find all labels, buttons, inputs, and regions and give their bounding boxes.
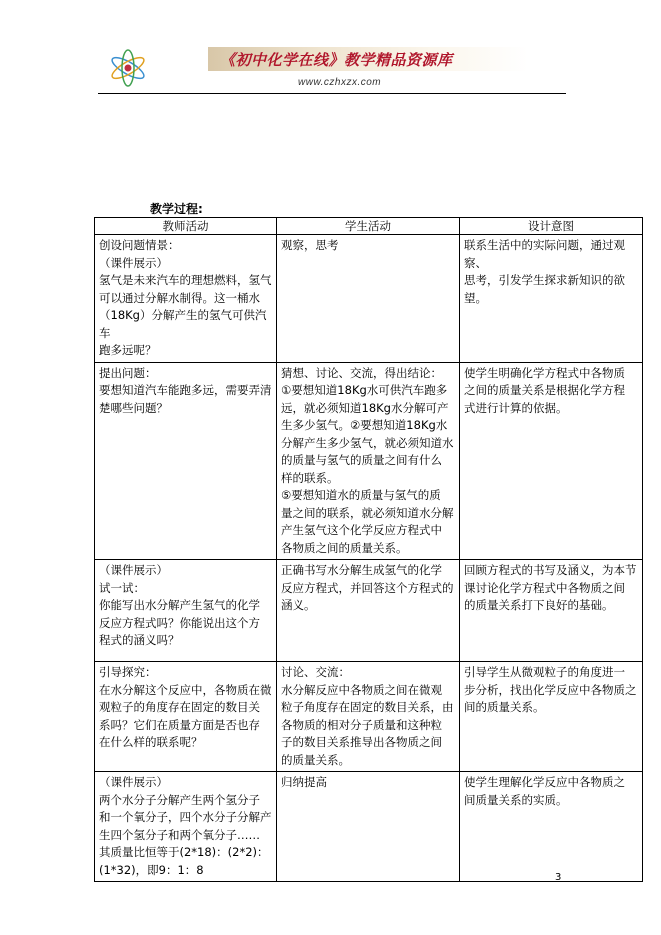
cell-line: 生多少氢气。②要想知道18Kg水: [281, 418, 448, 432]
cell-line: （18Kg）分解产生的氢气可供汽车: [99, 308, 267, 340]
intent-cell: [460, 772, 643, 882]
cell-line: 样的联系。: [281, 470, 339, 485]
student-cell: [277, 362, 460, 560]
student-cell: [277, 235, 460, 363]
cell-line: 粒子角度存在固定的数目关系，由: [281, 700, 454, 714]
intent-cell: [460, 235, 643, 363]
page-header: [98, 40, 566, 95]
cell-line: 的质量关系。: [281, 752, 350, 767]
cell-line: 跑多远呢？: [99, 343, 157, 357]
table-row: [95, 235, 643, 363]
cell-line: 间的质量关系。: [464, 700, 545, 714]
cell-line: （课件展示）: [99, 563, 168, 577]
table-header-row: [95, 218, 643, 235]
cell-line: 其质量比恒等于(2*18)：(2*2)：: [99, 845, 269, 859]
table-row: [95, 662, 643, 772]
header-title: 《初中化学在线》教学精品资源库: [220, 51, 453, 69]
cell-line: 子的数目关系推导出各物质之间: [281, 735, 442, 749]
cell-line: 在水分解这个反应中，各物质在微: [99, 682, 272, 697]
cell-line: 反应方程式，并回答这个方程式的: [281, 580, 454, 595]
cell-line: 使学生明确化学方程式中各物质: [464, 365, 625, 380]
teacher-cell: [95, 362, 277, 560]
cell-line: 使学生理解化学反应中各物质之: [464, 775, 625, 789]
header-teacher: 教师活动: [95, 218, 277, 235]
section-label: 教学过程:: [150, 202, 203, 216]
cell-line: （课件展示）: [99, 775, 168, 789]
header-url: www.czhxzx.com: [298, 77, 382, 88]
cell-line: 引导学生从微观粒子的角度进一: [464, 665, 625, 679]
student-cell: [277, 560, 460, 662]
cell-line: 思考，引发学生探求新知识的欲望。: [464, 273, 625, 305]
teacher-cell: [95, 235, 277, 363]
cell-line: 猜想、讨论、交流，得出结论：: [281, 365, 442, 380]
table-row: [95, 560, 643, 662]
cell-line: 之间的质量关系是根据化学方程: [464, 383, 625, 397]
cell-line: 提出问题：: [99, 365, 157, 380]
cell-line: 楚哪些问题？: [99, 400, 168, 415]
atom-orbit-logo-icon: [106, 48, 150, 88]
cell-line: ①要想知道18Kg水可供汽车跑多: [281, 383, 448, 397]
cell-line: 观粒子的角度存在固定的数目关: [99, 700, 260, 714]
cell-line: 试一试：: [99, 580, 145, 595]
intent-cell: [460, 362, 643, 560]
header-intent: 设计意图: [460, 218, 643, 235]
cell-line: 分解产生多少氢气，就必须知道水: [281, 435, 454, 450]
header-rule: [98, 93, 566, 94]
intent-cell: [460, 662, 643, 772]
cell-line: 两个水分子分解产生两个氢分子: [99, 792, 260, 807]
cell-line: 回顾方程式的书写及涵义，为本节: [464, 563, 637, 577]
cell-line: 的质量关系打下良好的基础。: [464, 598, 614, 612]
cell-line: （课件展示）: [99, 255, 168, 270]
table-row: [95, 362, 643, 560]
cell-line: 量之间的联系，就必须知道水分解: [281, 505, 454, 520]
cell-line: 间质量关系的实质。: [464, 792, 568, 807]
cell-line: 要想知道汽车能跑多远，需要弄清: [99, 383, 272, 397]
teacher-cell: [95, 662, 277, 772]
cell-line: 各物质之间的质量关系。: [281, 540, 408, 555]
teaching-process-table: [94, 217, 643, 882]
cell-line: 引导探究：: [99, 665, 157, 679]
cell-line: 水分解反应中各物质之间在微观: [281, 682, 442, 697]
cell-line: (1*32)，即9：1：8: [99, 862, 204, 877]
cell-line: 远，就必须知道18Kg水分解可产: [281, 400, 449, 415]
cell-line: 讨论、交流：: [281, 665, 350, 679]
cell-line: 正确书写水分解生成氢气的化学: [281, 563, 442, 577]
cell-line: 式进行计算的依据。: [464, 400, 568, 415]
header-student: 学生活动: [277, 218, 460, 235]
teacher-cell: [95, 560, 277, 662]
cell-line: 产生氢气这个化学反应方程式中: [281, 523, 442, 537]
cell-line: 创设问题情景：: [99, 238, 180, 252]
cell-line: 生四个氢分子和两个氧分子……: [99, 827, 260, 842]
cell-line: 的质量与氢气的质量之间有什么: [281, 453, 442, 467]
cell-line: ⑤要想知道水的质量与氢气的质: [281, 488, 441, 502]
cell-line: 在什么样的联系呢？: [99, 735, 203, 749]
intent-cell: [460, 560, 643, 662]
cell-line: 系吗？它们在质量方面是否也存: [99, 717, 260, 732]
cell-line: 你能写出水分解产生氢气的化学: [99, 598, 260, 612]
cell-line: 联系生活中的实际问题，通过观察、: [464, 238, 625, 270]
cell-line: 和一个氧分子，四个水分子分解产: [99, 810, 272, 824]
cell-line: 课讨论化学方程式中各物质之间: [464, 580, 625, 595]
cell-line: 氢气是未来汽车的理想燃料，氢气: [99, 273, 272, 287]
page-number: 3: [555, 872, 562, 883]
student-cell: [277, 772, 460, 882]
cell-line: 涵义。: [281, 598, 316, 612]
table-row: [95, 772, 643, 882]
cell-line: 观察，思考: [281, 238, 339, 252]
cell-line: 步分析，找出化学反应中各物质之: [464, 682, 637, 697]
cell-line: 归纳提高: [281, 775, 327, 789]
cell-line: 可以通过分解水制得。这一桶水: [99, 290, 260, 305]
cell-line: 各物质的相对分子质量和这种粒: [281, 717, 442, 732]
cell-line: 程式的涵义吗？: [99, 633, 180, 647]
student-cell: [277, 662, 460, 772]
cell-line: 反应方程式吗？你能说出这个方: [99, 615, 260, 630]
teacher-cell: [95, 772, 277, 882]
